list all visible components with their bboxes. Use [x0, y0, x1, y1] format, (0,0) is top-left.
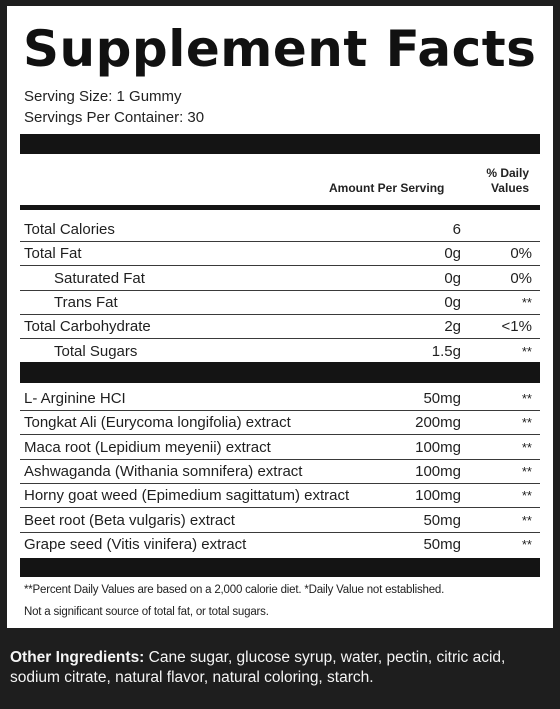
row-name: Saturated Fat: [54, 269, 145, 287]
divider-bar-middle: [20, 362, 540, 383]
row-name: Trans Fat: [54, 293, 118, 311]
panel-title: Supplement Facts: [23, 20, 537, 78]
row-name: L- Arginine HCI: [24, 390, 126, 407]
row-name: Total Calories: [24, 221, 115, 238]
row-name: Tongkat Ali (Eurycoma longifolia) extract: [24, 414, 291, 432]
table-row: [20, 509, 540, 533]
servings-per-container: Servings Per Container: 30: [24, 109, 205, 126]
table-row: [20, 218, 540, 242]
footnote-daily-values: **Percent Daily Values are based on a 2,000 calorie diet. *Daily Value not established.: [24, 584, 445, 596]
row-amount: 1.5g: [431, 342, 461, 360]
other-ingredients-text: Cane sugar, glucose syrup, water, pectin, citric acid, sodium citrate, natural flavor, natural coloring, starch.: [10, 649, 506, 686]
row-daily-value: **: [521, 391, 532, 406]
row-daily-value: <1%: [501, 318, 532, 336]
table-row: [20, 411, 540, 435]
row-daily-value: **: [521, 294, 532, 310]
footnote-not-significant: Not a significant source of total fat, or total sugars.: [24, 606, 269, 618]
table-row: [20, 340, 540, 364]
table-row: [20, 533, 540, 557]
divider-bar-thick: [20, 205, 540, 210]
row-name: Total Sugars: [54, 342, 138, 360]
row-amount: 100mg: [415, 438, 461, 456]
row-daily-value: 0%: [510, 269, 532, 287]
table-row: [20, 436, 540, 460]
supplement-facts-panel: [7, 6, 553, 628]
row-daily-value: **: [521, 415, 532, 431]
table-row: [20, 315, 540, 339]
table-row: [20, 387, 540, 411]
row-daily-value: **: [521, 536, 532, 552]
other-ingredients-label: Other Ingredients:: [10, 649, 145, 666]
row-daily-value: **: [521, 439, 532, 455]
row-amount: 0g: [444, 293, 461, 311]
daily-values-header: [459, 166, 529, 196]
divider-bar-bottom: [20, 558, 540, 577]
row-name: Maca root (Lepidium meyenii) extract: [24, 438, 271, 456]
table-row: [20, 291, 540, 315]
row-daily-value: **: [521, 512, 532, 528]
row-amount: 6: [452, 221, 461, 238]
table-row: [20, 242, 540, 266]
row-amount: 200mg: [415, 414, 461, 432]
row-name: Total Carbohydrate: [24, 318, 151, 336]
divider-bar-top: [20, 134, 540, 154]
daily-values-header-line2: Values: [490, 181, 529, 195]
row-amount: 100mg: [415, 462, 461, 480]
row-amount: 50mg: [423, 390, 461, 407]
row-daily-value: **: [521, 488, 532, 504]
row-name: Ashwaganda (Withania somnifera) extract: [24, 462, 303, 480]
row-name: Horny goat weed (Epimedium sagittatum) extract: [24, 487, 350, 505]
row-daily-value: **: [521, 463, 532, 479]
row-amount: 2g: [444, 318, 461, 336]
row-name: Beet root (Beta vulgaris) extract: [24, 511, 235, 529]
daily-values-header-line1: % Daily: [486, 166, 529, 180]
row-daily-value: 0%: [510, 245, 532, 263]
row-amount: 50mg: [423, 535, 461, 553]
row-name: Grape seed (Vitis vinifera) extract: [24, 535, 247, 553]
row-amount: 100mg: [415, 487, 461, 505]
row-amount: 50mg: [423, 511, 461, 529]
table-row: [20, 484, 540, 508]
table-row: [20, 267, 540, 291]
serving-size: Serving Size: 1 Gummy: [24, 88, 182, 105]
amount-per-serving-header: Amount Per Serving: [329, 181, 445, 195]
row-amount: 0g: [444, 269, 461, 287]
row-amount: 0g: [444, 245, 461, 263]
table-row: [20, 460, 540, 484]
row-daily-value: **: [521, 343, 532, 359]
row-name: Total Fat: [24, 245, 82, 263]
other-ingredients: [10, 648, 555, 688]
